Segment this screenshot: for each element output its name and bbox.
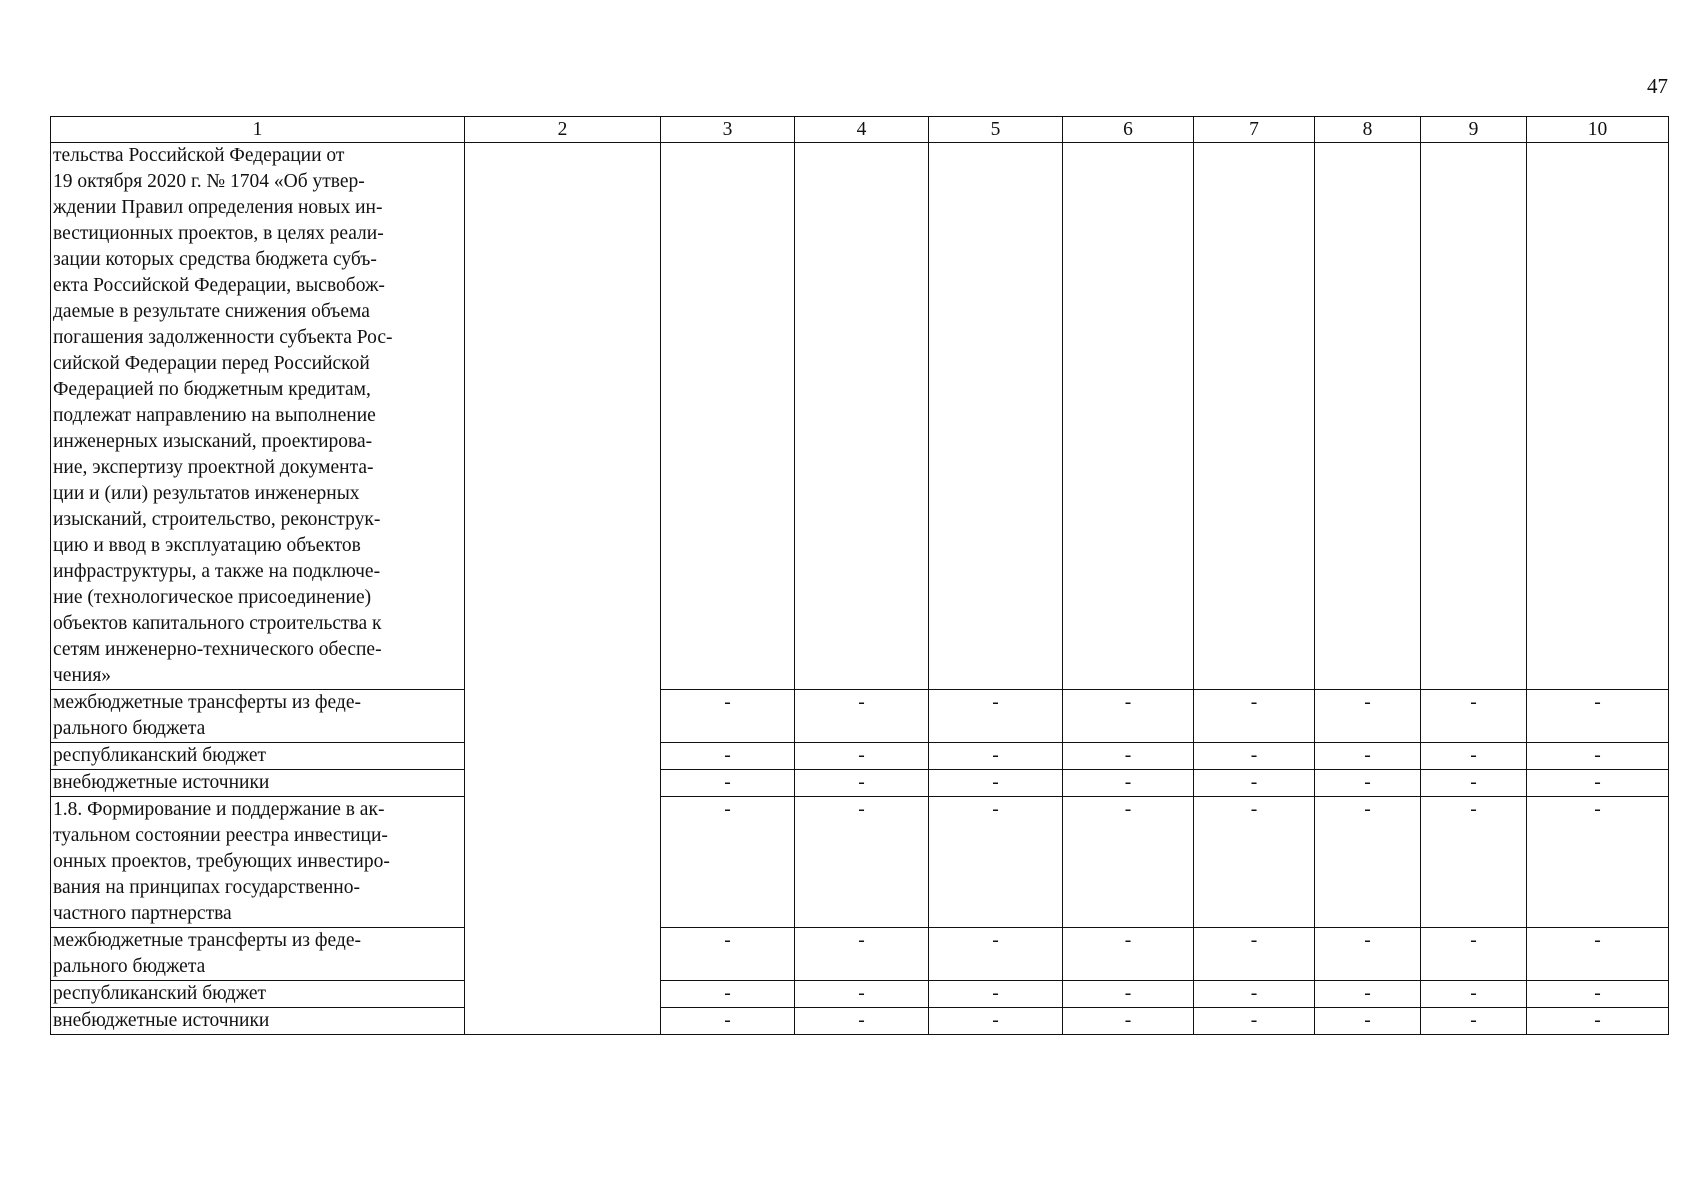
row-label	[51, 928, 465, 981]
empty-cell	[661, 143, 795, 690]
continuation-line: ции и (или) результатов инженерных	[53, 483, 360, 504]
continuation-text	[51, 143, 465, 690]
value-cell: -	[1194, 928, 1315, 981]
continuation-row	[51, 143, 1669, 690]
row-label	[51, 743, 465, 770]
table-row	[51, 928, 1669, 981]
continuation-line: подлежат направлению на выполнение	[53, 405, 376, 426]
value-cell: -	[1421, 770, 1527, 797]
row-label-line: туальном состоянии реестра инвестици-	[53, 825, 388, 846]
value-cell: -	[1194, 743, 1315, 770]
column-2-merged-cell	[465, 143, 661, 1035]
continuation-line: ние, экспертизу проектной документа-	[53, 457, 374, 478]
continuation-line: Федерацией по бюджетным кредитам,	[53, 379, 371, 400]
column-header: 6	[1063, 117, 1194, 143]
value-cell: -	[795, 690, 929, 743]
value-cell: -	[929, 981, 1063, 1008]
continuation-line: объектов капитального строительства к	[53, 613, 382, 634]
value-cell: -	[1063, 743, 1194, 770]
continuation-line: тельства Российской Федерации от	[53, 145, 345, 166]
column-header: 2	[465, 117, 661, 143]
row-label-line: частного партнерства	[53, 903, 232, 924]
empty-cell	[1527, 143, 1669, 690]
continuation-line: вестиционных проектов, в целях реали-	[53, 223, 384, 244]
value-cell: -	[661, 770, 795, 797]
empty-cell	[1421, 143, 1527, 690]
value-cell: -	[795, 770, 929, 797]
value-cell: -	[1527, 743, 1669, 770]
continuation-line: инженерных изысканий, проектирова-	[53, 431, 373, 452]
value-cell: -	[1194, 981, 1315, 1008]
row-label-line: внебюджетные источники	[53, 772, 270, 793]
value-cell: -	[1315, 928, 1421, 981]
continuation-line: 19 октября 2020 г. № 1704 «Об утвер-	[53, 171, 365, 192]
value-cell: -	[929, 770, 1063, 797]
continuation-line: цию и ввод в эксплуатацию объектов	[53, 535, 361, 556]
value-cell: -	[1315, 981, 1421, 1008]
continuation-line: сийской Федерации перед Российской	[53, 353, 370, 374]
column-number-row	[51, 117, 1669, 143]
continuation-line: екта Российской Федерации, высвобож-	[53, 275, 385, 296]
value-cell: -	[1315, 743, 1421, 770]
value-cell: -	[1315, 1008, 1421, 1035]
column-header: 5	[929, 117, 1063, 143]
value-cell: -	[1527, 770, 1669, 797]
continuation-line: инфраструктуры, а также на подключе-	[53, 561, 381, 582]
empty-cell	[1194, 143, 1315, 690]
value-cell: -	[1063, 690, 1194, 743]
value-cell: -	[1421, 690, 1527, 743]
value-cell: -	[1315, 770, 1421, 797]
row-label-line: республиканский бюджет	[53, 983, 267, 1004]
continuation-line: погашения задолженности субъекта Рос-	[53, 327, 393, 348]
table-row	[51, 797, 1669, 928]
value-cell: -	[795, 928, 929, 981]
column-header: 3	[661, 117, 795, 143]
program-funding-table	[50, 116, 1669, 1035]
continuation-line: чения»	[53, 665, 112, 686]
continuation-line: зации которых средства бюджета субъ-	[53, 249, 377, 270]
row-label-line: 1.8. Формирование и поддержание в ак-	[53, 799, 385, 820]
row-label-line: межбюджетные трансферты из феде-	[53, 692, 361, 713]
continuation-line: ние (технологическое присоединение)	[53, 587, 372, 608]
value-cell: -	[929, 690, 1063, 743]
value-cell: -	[661, 743, 795, 770]
empty-cell	[1063, 143, 1194, 690]
row-label-line: межбюджетные трансферты из феде-	[53, 930, 361, 951]
table-row	[51, 1008, 1669, 1035]
value-cell: -	[1421, 1008, 1527, 1035]
value-cell: -	[1527, 981, 1669, 1008]
page-number: 47	[1647, 74, 1668, 98]
value-cell: -	[1315, 690, 1421, 743]
value-cell: -	[1063, 981, 1194, 1008]
column-header: 4	[795, 117, 929, 143]
table-row	[51, 770, 1669, 797]
table-row	[51, 743, 1669, 770]
value-cell: -	[795, 1008, 929, 1035]
value-cell: -	[661, 797, 795, 928]
value-cell: -	[661, 1008, 795, 1035]
value-cell: -	[1527, 928, 1669, 981]
row-label	[51, 1008, 465, 1035]
value-cell: -	[1194, 797, 1315, 928]
row-label	[51, 797, 465, 928]
value-cell: -	[1063, 770, 1194, 797]
row-label-line: внебюджетные источники	[53, 1010, 270, 1031]
value-cell: -	[1527, 1008, 1669, 1035]
value-cell: -	[929, 743, 1063, 770]
row-label	[51, 690, 465, 743]
continuation-line: ждении Правил определения новых ин-	[53, 197, 383, 218]
value-cell: -	[929, 928, 1063, 981]
value-cell: -	[661, 928, 795, 981]
value-cell: -	[795, 743, 929, 770]
value-cell: -	[1194, 690, 1315, 743]
row-label-line: онных проектов, требующих инвестиро-	[53, 851, 390, 872]
row-label	[51, 981, 465, 1008]
value-cell: -	[1315, 797, 1421, 928]
value-cell: -	[795, 981, 929, 1008]
row-label-line: рального бюджета	[53, 718, 206, 739]
value-cell: -	[661, 981, 795, 1008]
empty-cell	[929, 143, 1063, 690]
value-cell: -	[1421, 981, 1527, 1008]
value-cell: -	[1421, 743, 1527, 770]
continuation-line: изысканий, строительство, реконструк-	[53, 509, 381, 530]
value-cell: -	[1194, 770, 1315, 797]
column-header: 7	[1194, 117, 1315, 143]
column-header: 8	[1315, 117, 1421, 143]
row-label-line: республиканский бюджет	[53, 745, 267, 766]
row-label-line: вания на принципах государственно-	[53, 877, 360, 898]
value-cell: -	[1063, 928, 1194, 981]
continuation-line: даемые в результате снижения объема	[53, 301, 370, 322]
empty-cell	[1315, 143, 1421, 690]
row-label-line: рального бюджета	[53, 956, 206, 977]
value-cell: -	[1063, 1008, 1194, 1035]
value-cell: -	[929, 1008, 1063, 1035]
column-header: 10	[1527, 117, 1669, 143]
value-cell: -	[1063, 797, 1194, 928]
value-cell: -	[1194, 1008, 1315, 1035]
value-cell: -	[795, 797, 929, 928]
value-cell: -	[661, 690, 795, 743]
empty-cell	[795, 143, 929, 690]
value-cell: -	[1527, 690, 1669, 743]
column-header: 9	[1421, 117, 1527, 143]
value-cell: -	[929, 797, 1063, 928]
value-cell: -	[1421, 928, 1527, 981]
continuation-line: сетям инженерно-технического обеспе-	[53, 639, 382, 660]
column-header: 1	[51, 117, 465, 143]
value-cell: -	[1421, 797, 1527, 928]
table-row	[51, 981, 1669, 1008]
value-cell: -	[1527, 797, 1669, 928]
table-row	[51, 690, 1669, 743]
row-label	[51, 770, 465, 797]
